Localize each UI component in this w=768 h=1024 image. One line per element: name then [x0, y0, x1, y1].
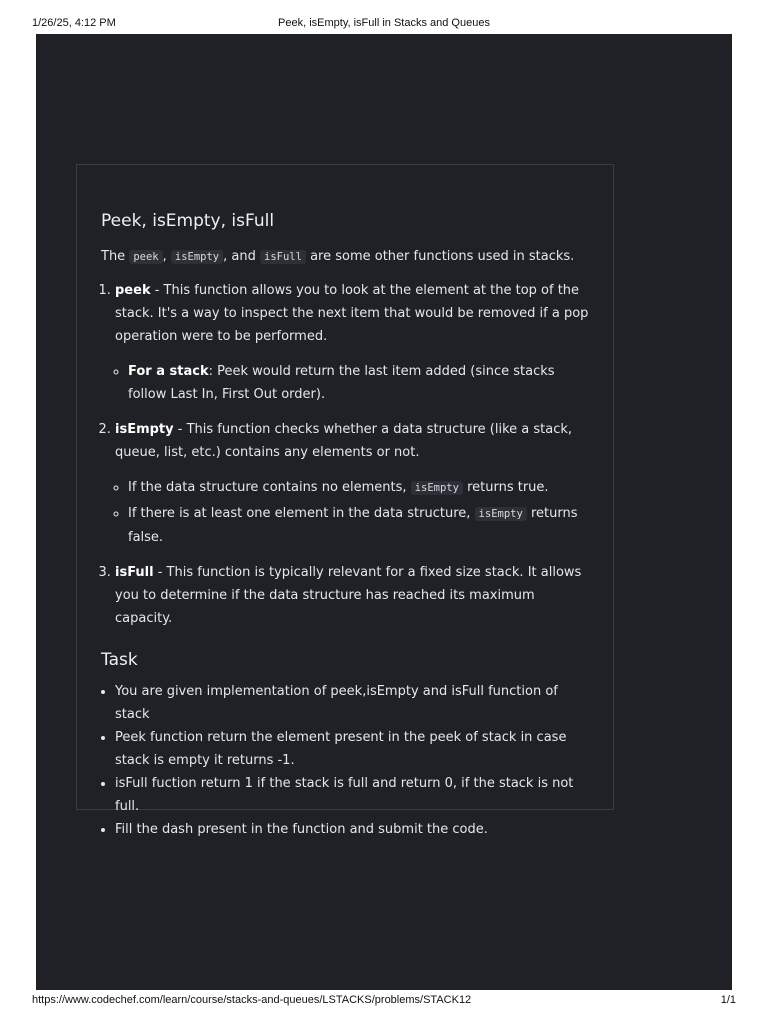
- list-item-peek: 1. peek - This function allows you to look at the element at the top of the stack. It's a way to inspect the next item that would be removed if a pop operation were to be performed. ◦ For a stack: Peek would return the last item added (since stacks follow Last In, First Out order).: [115, 279, 589, 406]
- isempty-sublist: [115, 476, 589, 549]
- code-isempty: isEmpty: [171, 250, 223, 264]
- intro-paragraph: The peek , isEmpty , and isFull are some other functions used in stacks.: [101, 249, 575, 264]
- page-url: https://www.codechef.com/learn/course/stacks-and-queues/LSTACKS/problems/STACK12: [32, 994, 472, 1006]
- print-document-title: Peek, isEmpty, isFull in Stacks and Queues: [278, 17, 490, 29]
- task-item: • Fill the dash present in the function and submit the code.: [115, 818, 589, 841]
- task-list: [101, 680, 589, 841]
- problem-statement-card: [76, 164, 614, 837]
- peek-sublist: [115, 360, 589, 406]
- function-list: [101, 279, 589, 630]
- task-item: • isFull fuction return 1 if the stack is full and return 0, if the stack is not full.: [115, 772, 589, 818]
- print-footer: [0, 994, 768, 1014]
- code-isfull: isFull: [260, 250, 306, 264]
- print-header: [0, 0, 768, 34]
- section-heading: Peek, isEmpty, isFull: [101, 211, 275, 231]
- list-item-isfull: 3. isFull - This function is typically relevant for a fixed size stack. It allows you to determine if the data structure has reached its maximum capacity.: [115, 561, 589, 630]
- sublist-item: ◦ If the data structure contains no elements, isEmpty returns true.: [128, 476, 589, 500]
- sublist-item: ◦ For a stack: Peek would return the last item added (since stacks follow Last In, First Out order).: [128, 360, 589, 406]
- task-item: • Peek function return the element present in the peek of stack in case stack is empty it returns -1.: [115, 726, 589, 772]
- page-background: [36, 34, 732, 990]
- page-number: 1/1: [720, 994, 736, 1006]
- code-peek: peek: [129, 250, 162, 264]
- sublist-item: ◦ If there is at least one element in the data structure, isEmpty returns false.: [128, 502, 589, 549]
- task-heading: Task: [101, 650, 138, 670]
- print-datetime: 1/26/25, 4:12 PM: [32, 17, 116, 29]
- list-item-isempty: 2. isEmpty - This function checks whether a data structure (like a stack, queue, list, etc.) contains any elements or not. ◦ If the data structure contains no elements, isEmpty returns true. ◦ If there is at least one element in the data structure, isEmpty returns false.: [115, 418, 589, 549]
- task-item: • You are given implementation of peek,isEmpty and isFull function of stack: [115, 680, 589, 726]
